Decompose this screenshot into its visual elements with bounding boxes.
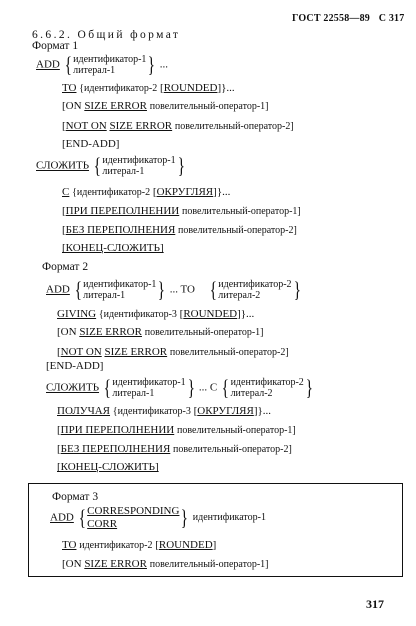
format2-giving: GIVING {идентификатор-3 [ROUNDED]}...: [57, 308, 255, 320]
left-brace: {: [103, 375, 111, 400]
right-brace: }: [157, 277, 166, 302]
add-keyword: ADD: [36, 58, 60, 71]
format2-pri: [ПРИ ПЕРЕПОЛНЕНИИ повелительный-оператор-1]: [57, 424, 296, 436]
format2-end-add: [END-ADD]: [46, 360, 104, 372]
format1-label: Формат 1: [32, 40, 79, 52]
format1-not-on-size: [NOT ON SIZE ERROR повелительный-оператор-2]: [62, 120, 294, 132]
format3-to-line: TO идентификатор-2 [ROUNDED]: [62, 539, 217, 551]
format2-sl-line: СЛОЖИТЬ { идентификатор-1 литерал-1 } ... С { идентификатор-2 литерал-2 }: [46, 375, 313, 400]
right-brace: }: [187, 375, 195, 400]
right-brace: }: [181, 505, 189, 530]
left-brace: {: [64, 52, 72, 77]
format1-add-line: ADD { идентификатор-1 литерал-1 } ...: [36, 52, 168, 77]
format1-konec: [КОНЕЦ-СЛОЖИТЬ]: [62, 242, 164, 254]
right-brace: }: [147, 52, 156, 77]
format2-konec: [КОНЕЦ-СЛОЖИТЬ]: [57, 461, 159, 473]
format2-stack2: идентификатор-2 литерал-2: [218, 279, 292, 301]
left-brace: {: [74, 277, 82, 302]
header-code: ГОСТ 22558—89: [292, 13, 371, 24]
left-brace: {: [209, 277, 217, 302]
right-brace: }: [177, 153, 185, 178]
format1-sl-line: СЛОЖИТЬ { идентификатор-1 литерал-1 }: [36, 153, 185, 178]
format3-on-size: [ON SIZE ERROR повелительный-оператор-1]: [62, 558, 269, 570]
right-brace: }: [293, 277, 301, 302]
format2-stack1: идентификатор-1 литерал-1: [83, 279, 157, 301]
format1-to-line: TO {идентификатор-2 [ROUNDED]}...: [62, 82, 235, 94]
header-standard: [292, 14, 404, 24]
format2-add-line: ADD { идентификатор-1 литерал-1 } ... TO { идентификатор-2 литерал-2 }: [46, 277, 301, 302]
format1-stack: идентификатор-1 литерал-1: [73, 54, 147, 76]
format1-sl-stack: идентификатор-1 литерал-1: [102, 155, 176, 177]
format3-stack: CORRESPONDING CORR: [87, 505, 180, 530]
left-brace: {: [78, 505, 86, 530]
format2-bez: [БЕЗ ПЕРЕПОЛНЕНИЯ повелительный-оператор-2]: [57, 443, 292, 455]
format3-label: Формат 3: [52, 491, 99, 503]
format1-pri: [ПРИ ПЕРЕПОЛНЕНИИ повелительный-оператор-1]: [62, 205, 301, 217]
format2-label: Формат 2: [42, 261, 89, 273]
section-title: 6.6.2. Общий формат: [32, 29, 181, 41]
format3-add-line: ADD { CORRESPONDING CORR } идентификатор-1: [50, 505, 267, 530]
format1-c-line: С {идентификатор-2 [ОКРУГЛЯЯ]}...: [62, 186, 231, 198]
format2-sl-stack1: идентификатор-1 литерал-1: [112, 377, 186, 399]
format2-not-on-size: [NOT ON SIZE ERROR повелительный-оператор-2]: [57, 346, 289, 358]
format1-end-add: [END-ADD]: [62, 138, 120, 150]
left-brace: {: [93, 153, 101, 178]
header-page: С 317: [378, 13, 405, 24]
left-brace: {: [221, 375, 229, 400]
format1-on-size: [ON SIZE ERROR повелительный-оператор-1]: [62, 100, 269, 112]
page-number: 317: [366, 597, 384, 611]
format1-bez: [БЕЗ ПЕРЕПОЛНЕНИЯ повелительный-оператор-2]: [62, 224, 297, 236]
format2-poluchaya: ПОЛУЧАЯ {идентификатор-3 [ОКРУГЛЯЯ]}...: [57, 405, 272, 417]
format2-sl-stack2: идентификатор-2 литерал-2: [230, 377, 304, 399]
format2-on-size: [ON SIZE ERROR повелительный-оператор-1]: [57, 326, 264, 338]
right-brace: }: [305, 375, 313, 400]
